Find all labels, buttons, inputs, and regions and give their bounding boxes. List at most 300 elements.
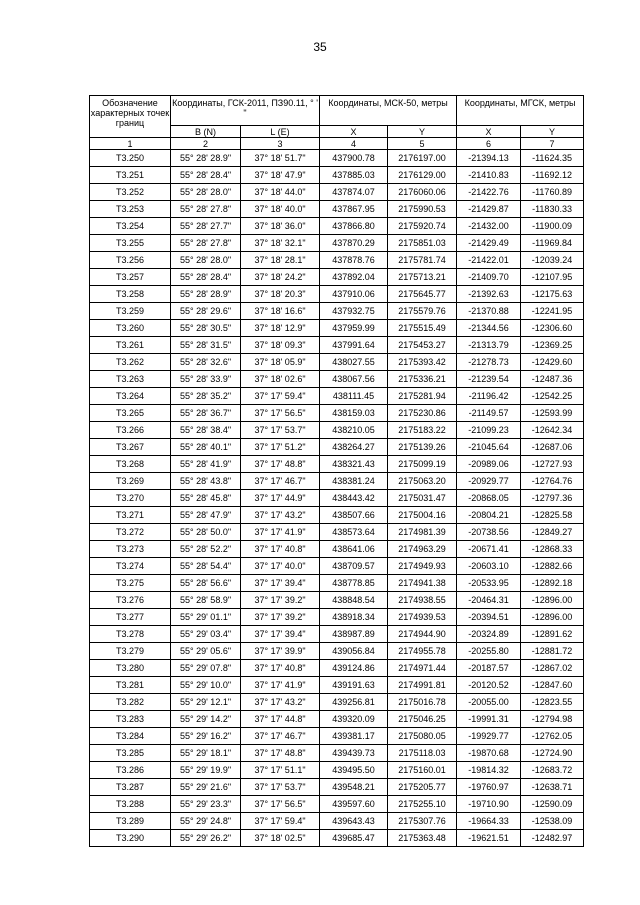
msk-x-cell: 437874.07 (320, 184, 388, 201)
table-row (90, 507, 584, 524)
mgsk-y-cell: -12593.99 (521, 405, 584, 422)
longitude-cell: 37° 17' 48.8" (241, 456, 320, 473)
mgsk-x-cell: -21099.23 (457, 422, 521, 439)
point-id-cell: Т3.254 (90, 218, 171, 235)
msk-y-cell: 2175307.76 (388, 813, 457, 830)
sub-header-l: L (E) (241, 126, 320, 138)
msk-y-cell: 2175205.77 (388, 779, 457, 796)
mgsk-x-cell: -21278.73 (457, 354, 521, 371)
latitude-cell: 55° 28' 27.7" (171, 218, 241, 235)
longitude-cell: 37° 18' 09.3" (241, 337, 320, 354)
latitude-cell: 55° 28' 45.8" (171, 490, 241, 507)
longitude-cell: 37° 17' 51.1" (241, 762, 320, 779)
msk-x-cell: 438067.56 (320, 371, 388, 388)
designation-header: Обозначение характерных точек границ (90, 96, 171, 138)
table-row (90, 830, 584, 847)
latitude-cell: 55° 28' 40.1" (171, 439, 241, 456)
point-id-cell: Т3.290 (90, 830, 171, 847)
longitude-cell: 37° 17' 39.2" (241, 609, 320, 626)
msk-y-cell: 2175046.25 (388, 711, 457, 728)
msk-y-cell: 2174949.93 (388, 558, 457, 575)
mgsk-y-cell: -12683.72 (521, 762, 584, 779)
msk-y-cell: 2175031.47 (388, 490, 457, 507)
msk-y-cell: 2175139.26 (388, 439, 457, 456)
mgsk-y-cell: -12868.33 (521, 541, 584, 558)
table-row (90, 252, 584, 269)
longitude-cell: 37° 17' 44.8" (241, 711, 320, 728)
point-id-cell: Т3.260 (90, 320, 171, 337)
msk-x-cell: 438027.55 (320, 354, 388, 371)
mgsk-x-cell: -20738.56 (457, 524, 521, 541)
msk-x-cell: 437932.75 (320, 303, 388, 320)
table-row (90, 524, 584, 541)
point-id-cell: Т3.257 (90, 269, 171, 286)
point-id-cell: Т3.258 (90, 286, 171, 303)
mgsk-y-cell: -11900.09 (521, 218, 584, 235)
point-id-cell: Т3.268 (90, 456, 171, 473)
mgsk-y-cell: -11760.89 (521, 184, 584, 201)
msk-x-cell: 438443.42 (320, 490, 388, 507)
longitude-cell: 37° 17' 39.9" (241, 643, 320, 660)
table-row (90, 405, 584, 422)
mgsk-y-cell: -12369.25 (521, 337, 584, 354)
msk-x-cell: 439381.17 (320, 728, 388, 745)
column-number: 7 (521, 138, 584, 150)
latitude-cell: 55° 28' 43.8" (171, 473, 241, 490)
longitude-cell: 37° 17' 40.0" (241, 558, 320, 575)
latitude-cell: 55° 28' 28.0" (171, 184, 241, 201)
column-number: 4 (320, 138, 388, 150)
mgsk-y-cell: -12487.36 (521, 371, 584, 388)
table-row (90, 728, 584, 745)
latitude-cell: 55° 29' 14.2" (171, 711, 241, 728)
msk-x-cell: 438264.27 (320, 439, 388, 456)
table-row (90, 303, 584, 320)
sub-header-msk-y: Y (388, 126, 457, 138)
mgsk-y-cell: -12867.02 (521, 660, 584, 677)
latitude-cell: 55° 29' 12.1" (171, 694, 241, 711)
point-id-cell: Т3.280 (90, 660, 171, 677)
msk-x-cell: 438381.24 (320, 473, 388, 490)
point-id-cell: Т3.287 (90, 779, 171, 796)
page-number: 35 (313, 40, 327, 54)
mgsk-x-cell: -19991.31 (457, 711, 521, 728)
mgsk-x-cell: -20394.51 (457, 609, 521, 626)
mgsk-y-cell: -12687.06 (521, 439, 584, 456)
latitude-cell: 55° 29' 23.3" (171, 796, 241, 813)
mgsk-x-cell: -21392.63 (457, 286, 521, 303)
msk-x-cell: 439439.73 (320, 745, 388, 762)
coordinates-table (89, 95, 584, 847)
mgsk-x-cell: -21313.79 (457, 337, 521, 354)
table-row (90, 779, 584, 796)
msk-x-cell: 439548.21 (320, 779, 388, 796)
latitude-cell: 55° 28' 31.5" (171, 337, 241, 354)
msk-x-cell: 437900.78 (320, 150, 388, 167)
msk-y-cell: 2175016.78 (388, 694, 457, 711)
latitude-cell: 55° 28' 52.2" (171, 541, 241, 558)
msk-y-cell: 2175004.16 (388, 507, 457, 524)
longitude-cell: 37° 18' 02.6" (241, 371, 320, 388)
latitude-cell: 55° 28' 32.6" (171, 354, 241, 371)
point-id-cell: Т3.266 (90, 422, 171, 439)
table-row (90, 609, 584, 626)
longitude-cell: 37° 18' 51.7" (241, 150, 320, 167)
mgsk-y-cell: -12882.66 (521, 558, 584, 575)
table-row (90, 677, 584, 694)
longitude-cell: 37° 17' 39.2" (241, 592, 320, 609)
point-id-cell: Т3.289 (90, 813, 171, 830)
table-row (90, 337, 584, 354)
msk-x-cell: 437991.64 (320, 337, 388, 354)
mgsk-y-cell: -12724.90 (521, 745, 584, 762)
msk-x-cell: 439124.86 (320, 660, 388, 677)
msk-x-cell: 438111.45 (320, 388, 388, 405)
mgsk-x-cell: -21344.56 (457, 320, 521, 337)
latitude-cell: 55° 28' 47.9" (171, 507, 241, 524)
msk-x-cell: 437910.06 (320, 286, 388, 303)
msk-x-cell: 439597.60 (320, 796, 388, 813)
table-row (90, 320, 584, 337)
msk-y-cell: 2175255.10 (388, 796, 457, 813)
point-id-cell: Т3.272 (90, 524, 171, 541)
longitude-cell: 37° 18' 32.1" (241, 235, 320, 252)
msk-x-cell: 438159.03 (320, 405, 388, 422)
sub-header-mgsk-y: Y (521, 126, 584, 138)
mgsk-x-cell: -21429.49 (457, 235, 521, 252)
msk-y-cell: 2175920.74 (388, 218, 457, 235)
msk-y-cell: 2175713.21 (388, 269, 457, 286)
mgsk-x-cell: -19814.32 (457, 762, 521, 779)
table-row (90, 184, 584, 201)
msk-y-cell: 2174981.39 (388, 524, 457, 541)
mgsk-y-cell: -12823.55 (521, 694, 584, 711)
point-id-cell: Т3.281 (90, 677, 171, 694)
column-number: 1 (90, 138, 171, 150)
longitude-cell: 37° 17' 40.8" (241, 660, 320, 677)
msk-y-cell: 2174991.81 (388, 677, 457, 694)
point-id-cell: Т3.288 (90, 796, 171, 813)
mgsk-y-cell: -12590.09 (521, 796, 584, 813)
latitude-cell: 55° 28' 54.4" (171, 558, 241, 575)
mgsk-x-cell: -19870.68 (457, 745, 521, 762)
longitude-cell: 37° 18' 47.9" (241, 167, 320, 184)
msk-x-cell: 438573.64 (320, 524, 388, 541)
table-row (90, 388, 584, 405)
longitude-cell: 37° 17' 39.4" (241, 575, 320, 592)
table-row (90, 762, 584, 779)
mgsk-y-cell: -12764.76 (521, 473, 584, 490)
sub-header-msk-x: X (320, 126, 388, 138)
point-id-cell: Т3.267 (90, 439, 171, 456)
point-id-cell: Т3.278 (90, 626, 171, 643)
mgsk-x-cell: -20603.10 (457, 558, 521, 575)
point-id-cell: Т3.255 (90, 235, 171, 252)
table-row (90, 235, 584, 252)
msk-x-cell: 437866.80 (320, 218, 388, 235)
msk-y-cell: 2174938.55 (388, 592, 457, 609)
sub-header-mgsk-x: X (457, 126, 521, 138)
mgsk-y-cell: -12762.05 (521, 728, 584, 745)
table-row (90, 201, 584, 218)
table-row (90, 626, 584, 643)
longitude-cell: 37° 17' 41.9" (241, 677, 320, 694)
point-id-cell: Т3.250 (90, 150, 171, 167)
column-number: 6 (457, 138, 521, 150)
longitude-cell: 37° 17' 43.2" (241, 507, 320, 524)
longitude-cell: 37° 18' 44.0" (241, 184, 320, 201)
point-id-cell: Т3.286 (90, 762, 171, 779)
latitude-cell: 55° 29' 19.9" (171, 762, 241, 779)
longitude-cell: 37° 18' 16.6" (241, 303, 320, 320)
msk-x-cell: 439320.09 (320, 711, 388, 728)
table-row (90, 575, 584, 592)
longitude-cell: 37° 17' 48.8" (241, 745, 320, 762)
mgsk-x-cell: -21410.83 (457, 167, 521, 184)
latitude-cell: 55° 28' 58.9" (171, 592, 241, 609)
longitude-cell: 37° 18' 40.0" (241, 201, 320, 218)
msk-y-cell: 2175160.01 (388, 762, 457, 779)
mgsk-x-cell: -20533.95 (457, 575, 521, 592)
mgsk-y-cell: -12538.09 (521, 813, 584, 830)
msk-y-cell: 2174944.90 (388, 626, 457, 643)
latitude-cell: 55° 28' 29.6" (171, 303, 241, 320)
table-row (90, 354, 584, 371)
point-id-cell: Т3.259 (90, 303, 171, 320)
msk-x-cell: 439191.63 (320, 677, 388, 694)
msk-y-cell: 2175099.19 (388, 456, 457, 473)
msk-x-cell: 438918.34 (320, 609, 388, 626)
msk-y-cell: 2175363.48 (388, 830, 457, 847)
latitude-cell: 55° 28' 33.9" (171, 371, 241, 388)
point-id-cell: Т3.277 (90, 609, 171, 626)
longitude-cell: 37° 17' 40.8" (241, 541, 320, 558)
mgsk-y-cell: -12891.62 (521, 626, 584, 643)
longitude-cell: 37° 18' 02.5" (241, 830, 320, 847)
msk-y-cell: 2176129.00 (388, 167, 457, 184)
latitude-cell: 55° 28' 50.0" (171, 524, 241, 541)
mgsk-x-cell: -20804.21 (457, 507, 521, 524)
msk-y-cell: 2175063.20 (388, 473, 457, 490)
mgsk-y-cell: -11624.35 (521, 150, 584, 167)
mgsk-x-cell: -21409.70 (457, 269, 521, 286)
point-id-cell: Т3.269 (90, 473, 171, 490)
longitude-cell: 37° 17' 53.7" (241, 779, 320, 796)
table-row (90, 422, 584, 439)
mgsk-y-cell: -12638.71 (521, 779, 584, 796)
table-row (90, 745, 584, 762)
table-row (90, 643, 584, 660)
point-id-cell: Т3.282 (90, 694, 171, 711)
msk-coordinates-header: Координаты, МСК-50, метры (320, 96, 457, 126)
latitude-cell: 55° 28' 28.9" (171, 286, 241, 303)
msk-y-cell: 2175336.21 (388, 371, 457, 388)
mgsk-x-cell: -19710.90 (457, 796, 521, 813)
msk-x-cell: 438987.89 (320, 626, 388, 643)
longitude-cell: 37° 17' 43.2" (241, 694, 320, 711)
longitude-cell: 37° 17' 56.5" (241, 405, 320, 422)
latitude-cell: 55° 29' 18.1" (171, 745, 241, 762)
mgsk-x-cell: -21432.00 (457, 218, 521, 235)
table-row (90, 439, 584, 456)
table-body (90, 150, 584, 847)
mgsk-y-cell: -12241.95 (521, 303, 584, 320)
latitude-cell: 55° 29' 07.8" (171, 660, 241, 677)
point-id-cell: Т3.264 (90, 388, 171, 405)
table-row (90, 711, 584, 728)
msk-y-cell: 2175230.86 (388, 405, 457, 422)
msk-y-cell: 2175515.49 (388, 320, 457, 337)
mgsk-x-cell: -20324.89 (457, 626, 521, 643)
msk-x-cell: 438210.05 (320, 422, 388, 439)
mgsk-y-cell: -11969.84 (521, 235, 584, 252)
mgsk-x-cell: -20187.57 (457, 660, 521, 677)
longitude-cell: 37° 18' 20.3" (241, 286, 320, 303)
longitude-cell: 37° 17' 44.9" (241, 490, 320, 507)
table-row (90, 813, 584, 830)
mgsk-x-cell: -21196.42 (457, 388, 521, 405)
mgsk-x-cell: -20055.00 (457, 694, 521, 711)
mgsk-y-cell: -12429.60 (521, 354, 584, 371)
table-row (90, 490, 584, 507)
longitude-cell: 37° 17' 53.7" (241, 422, 320, 439)
mgsk-x-cell: -20671.41 (457, 541, 521, 558)
msk-x-cell: 439643.43 (320, 813, 388, 830)
latitude-cell: 55° 28' 28.4" (171, 167, 241, 184)
point-id-cell: Т3.276 (90, 592, 171, 609)
msk-x-cell: 437885.03 (320, 167, 388, 184)
msk-y-cell: 2176060.06 (388, 184, 457, 201)
mgsk-x-cell: -19664.33 (457, 813, 521, 830)
mgsk-x-cell: -21239.54 (457, 371, 521, 388)
mgsk-y-cell: -12175.63 (521, 286, 584, 303)
msk-x-cell: 438321.43 (320, 456, 388, 473)
longitude-cell: 37° 17' 51.2" (241, 439, 320, 456)
latitude-cell: 55° 29' 16.2" (171, 728, 241, 745)
msk-x-cell: 437878.76 (320, 252, 388, 269)
table-row (90, 371, 584, 388)
msk-y-cell: 2175118.03 (388, 745, 457, 762)
point-id-cell: Т3.263 (90, 371, 171, 388)
point-id-cell: Т3.262 (90, 354, 171, 371)
msk-y-cell: 2174955.78 (388, 643, 457, 660)
column-number: 2 (171, 138, 241, 150)
latitude-cell: 55° 28' 38.4" (171, 422, 241, 439)
point-id-cell: Т3.275 (90, 575, 171, 592)
point-id-cell: Т3.253 (90, 201, 171, 218)
msk-y-cell: 2174941.38 (388, 575, 457, 592)
msk-x-cell: 438641.06 (320, 541, 388, 558)
mgsk-coordinates-header: Координаты, МГСК, метры (457, 96, 584, 126)
mgsk-y-cell: -12847.60 (521, 677, 584, 694)
point-id-cell: Т3.265 (90, 405, 171, 422)
longitude-cell: 37° 18' 28.1" (241, 252, 320, 269)
latitude-cell: 55° 29' 01.1" (171, 609, 241, 626)
msk-x-cell: 438848.54 (320, 592, 388, 609)
msk-y-cell: 2174939.53 (388, 609, 457, 626)
longitude-cell: 37° 17' 41.9" (241, 524, 320, 541)
mgsk-y-cell: -12039.24 (521, 252, 584, 269)
mgsk-y-cell: -12642.34 (521, 422, 584, 439)
mgsk-x-cell: -21149.57 (457, 405, 521, 422)
longitude-cell: 37° 17' 39.4" (241, 626, 320, 643)
column-number: 3 (241, 138, 320, 150)
msk-y-cell: 2174963.29 (388, 541, 457, 558)
point-id-cell: Т3.251 (90, 167, 171, 184)
msk-y-cell: 2175851.03 (388, 235, 457, 252)
latitude-cell: 55° 29' 21.6" (171, 779, 241, 796)
mgsk-x-cell: -19760.97 (457, 779, 521, 796)
latitude-cell: 55° 29' 24.8" (171, 813, 241, 830)
mgsk-y-cell: -11692.12 (521, 167, 584, 184)
latitude-cell: 55° 28' 28.4" (171, 269, 241, 286)
latitude-cell: 55° 28' 56.6" (171, 575, 241, 592)
table-row (90, 150, 584, 167)
table-row (90, 286, 584, 303)
point-id-cell: Т3.270 (90, 490, 171, 507)
mgsk-x-cell: -21045.64 (457, 439, 521, 456)
longitude-cell: 37° 18' 05.9" (241, 354, 320, 371)
point-id-cell: Т3.252 (90, 184, 171, 201)
longitude-cell: 37° 18' 24.2" (241, 269, 320, 286)
mgsk-x-cell: -20868.05 (457, 490, 521, 507)
point-id-cell: Т3.283 (90, 711, 171, 728)
msk-x-cell: 439056.84 (320, 643, 388, 660)
latitude-cell: 55° 28' 36.7" (171, 405, 241, 422)
longitude-cell: 37° 18' 12.9" (241, 320, 320, 337)
table-row (90, 558, 584, 575)
mgsk-y-cell: -12881.72 (521, 643, 584, 660)
table-row (90, 167, 584, 184)
point-id-cell: Т3.285 (90, 745, 171, 762)
msk-y-cell: 2174971.44 (388, 660, 457, 677)
point-id-cell: Т3.284 (90, 728, 171, 745)
msk-y-cell: 2175781.74 (388, 252, 457, 269)
column-number: 5 (388, 138, 457, 150)
msk-y-cell: 2175579.76 (388, 303, 457, 320)
longitude-cell: 37° 18' 36.0" (241, 218, 320, 235)
point-id-cell: Т3.273 (90, 541, 171, 558)
latitude-cell: 55° 28' 28.9" (171, 150, 241, 167)
sub-header-b: B (N) (171, 126, 241, 138)
latitude-cell: 55° 28' 41.9" (171, 456, 241, 473)
mgsk-x-cell: -19929.77 (457, 728, 521, 745)
mgsk-y-cell: -11830.33 (521, 201, 584, 218)
table-row (90, 592, 584, 609)
table-row (90, 218, 584, 235)
latitude-cell: 55° 28' 27.8" (171, 235, 241, 252)
longitude-cell: 37° 17' 46.7" (241, 728, 320, 745)
mgsk-x-cell: -20929.77 (457, 473, 521, 490)
gsk-coordinates-header: Координаты, ГСК-2011, ПЗ90.11, ° ' " (171, 96, 320, 126)
mgsk-x-cell: -20120.52 (457, 677, 521, 694)
latitude-cell: 55° 28' 27.8" (171, 201, 241, 218)
table-row (90, 456, 584, 473)
mgsk-y-cell: -12306.60 (521, 320, 584, 337)
mgsk-x-cell: -20989.06 (457, 456, 521, 473)
mgsk-x-cell: -21394.13 (457, 150, 521, 167)
mgsk-y-cell: -12849.27 (521, 524, 584, 541)
msk-x-cell: 439685.47 (320, 830, 388, 847)
msk-y-cell: 2175080.05 (388, 728, 457, 745)
table-row (90, 796, 584, 813)
mgsk-y-cell: -12542.25 (521, 388, 584, 405)
point-id-cell: Т3.274 (90, 558, 171, 575)
longitude-cell: 37° 17' 59.4" (241, 388, 320, 405)
latitude-cell: 55° 29' 05.6" (171, 643, 241, 660)
table-row (90, 269, 584, 286)
mgsk-y-cell: -12896.00 (521, 609, 584, 626)
